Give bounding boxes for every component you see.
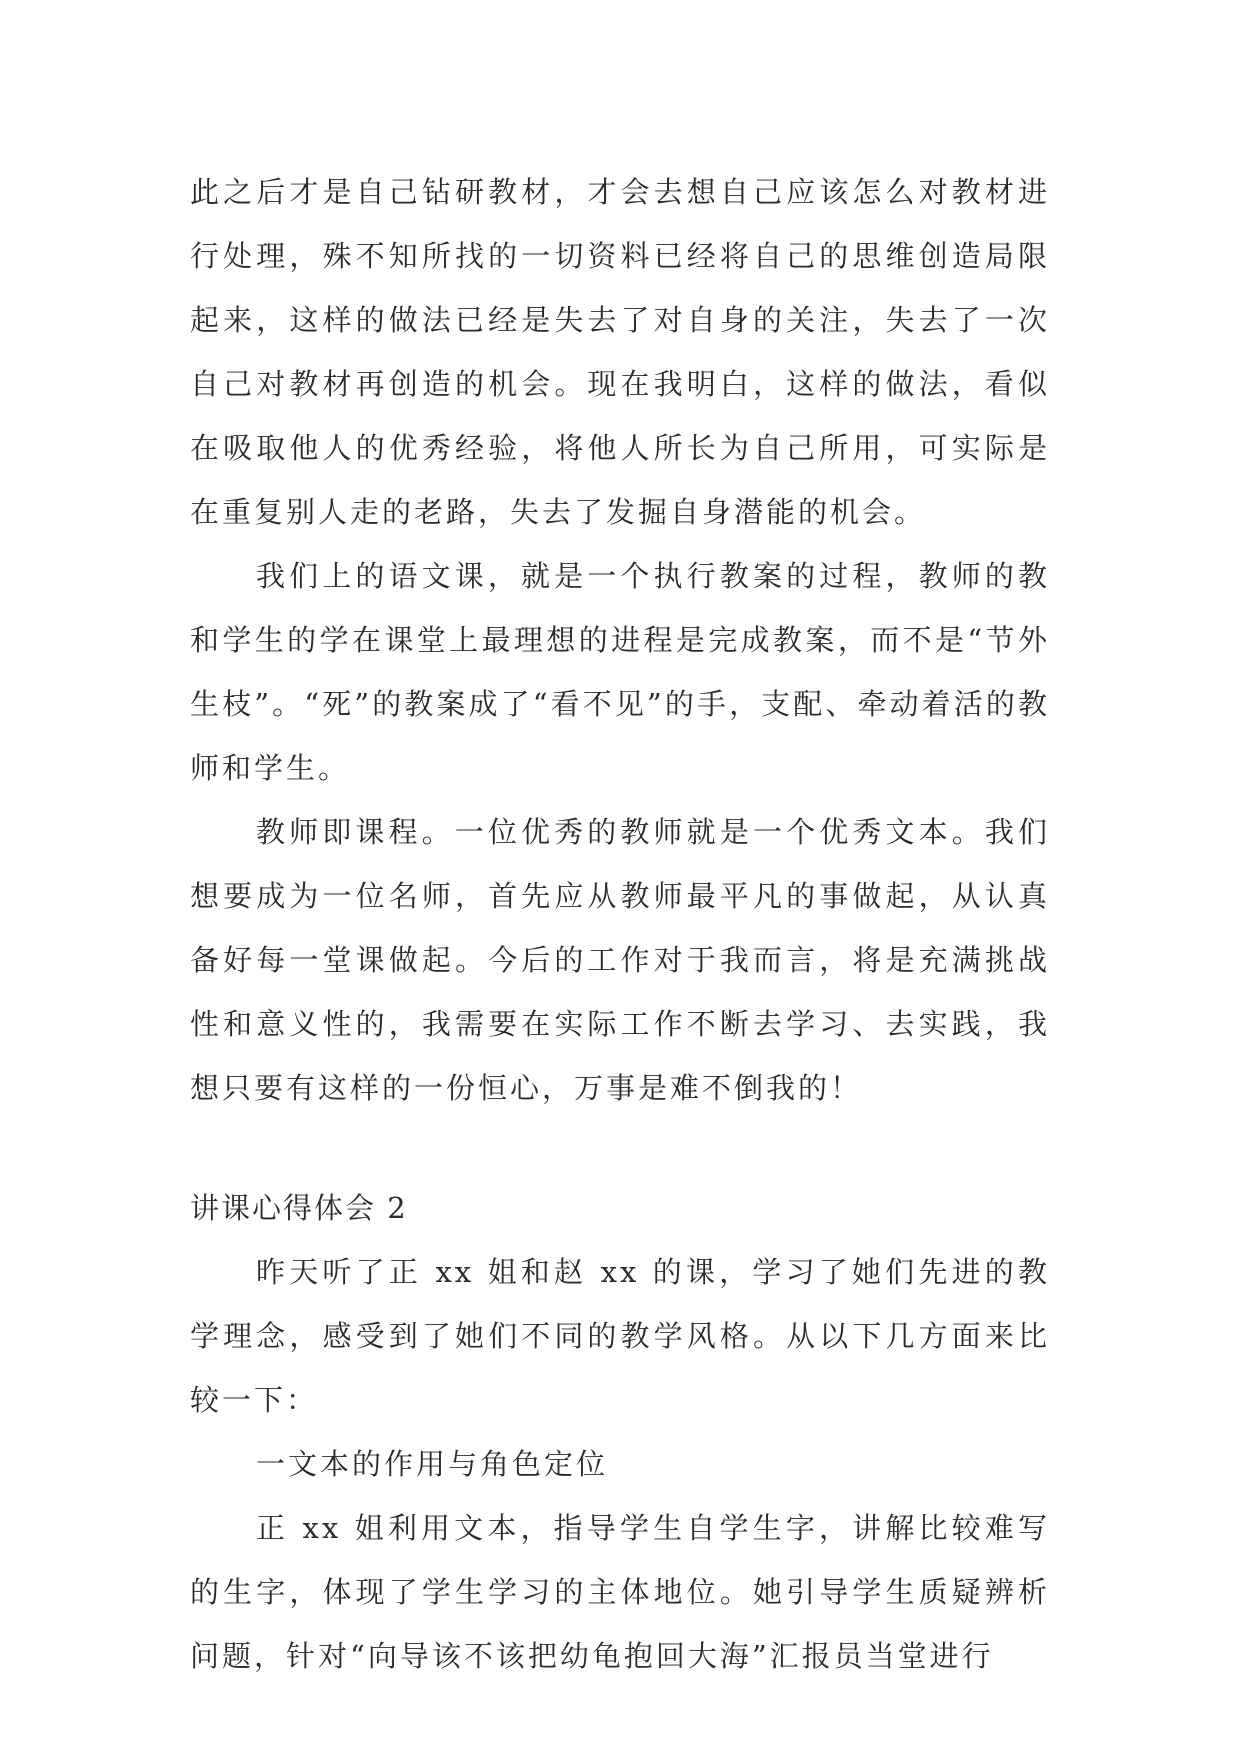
paragraph-continued: 此之后才是自己钻研教材，才会去想自己应该怎么对教材进行处理，殊不知所找的一切资料已经将自己的思维创造局限起来，这样的做法已经是失去了对自身的关注，失去了一次自己对教材再创造的机会。现在我明白，这样的做法，看似在吸取他人的优秀经验，将他人所长为自己所用，可实际是在重复别人走的老路，失去了发掘自身潜能的机会。	[190, 175, 1050, 529]
section-heading: 讲课心得体会 2	[190, 1191, 408, 1225]
document-body	[190, 160, 1050, 1688]
paragraph-text-usage: 正 xx 姐利用文本，指导学生自学生字，讲解比较难写的生字，体现了学生学习的主体地位。她引导学生质疑辨析问题，针对“向导该不该把幼龟抱回大海”汇报员当堂进行	[190, 1511, 1050, 1673]
paragraph-yesterday-lesson: 昨天听了正 xx 姐和赵 xx 的课，学习了她们先进的教学理念，感受到了她们不同的教学风格。从以下几方面来比较一下：	[190, 1255, 1050, 1417]
paragraph-teacher-curriculum: 教师即课程。一位优秀的教师就是一个优秀文本。我们想要成为一位名师，首先应从教师最平凡的事做起，从认真备好每一堂课做起。今后的工作对于我而言，将是充满挑战性和意义性的，我需要在实际工作不断去学习、去实践，我想只要有这样的一份恒心，万事是难不倒我的！	[190, 815, 1050, 1105]
subheading-text-role: 一文本的作用与角色定位	[256, 1447, 609, 1481]
paragraph-lesson-plan: 我们上的语文课，就是一个执行教案的过程，教师的教和学生的学在课堂上最理想的进程是完成教案，而不是“节外生枝”。“死”的教案成了“看不见”的手，支配、牵动着活的教师和学生。	[190, 559, 1050, 785]
